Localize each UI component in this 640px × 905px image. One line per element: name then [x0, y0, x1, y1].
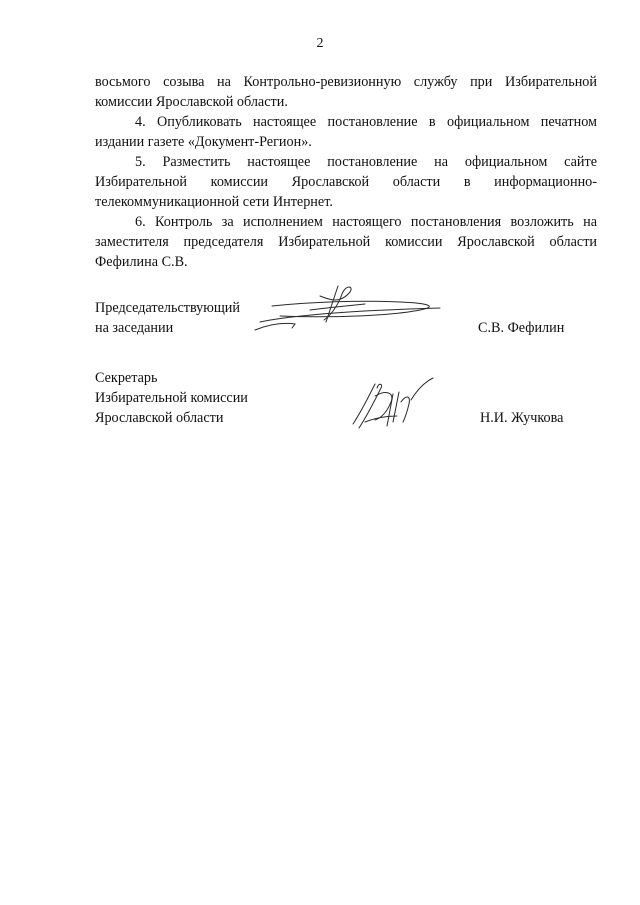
chair-signature [250, 282, 450, 340]
secretary-title [95, 368, 248, 428]
paragraph-4: 4. Опубликовать настоящее постановление в официальном печатном издании газете «Документ-Регион». [95, 114, 597, 150]
secretary-name: Н.И. Жучкова [480, 410, 564, 426]
paragraph-5: 5. Разместить настоящее постановление на официальном сайте Избирательной комиссии Ярославской области в информационно-телекоммуникационной сети Интернет. [95, 154, 597, 210]
page-number: 2 [316, 36, 324, 51]
secretary-title-line3: Ярославской области [95, 410, 224, 426]
paragraph-6: 6. Контроль за исполнением настоящего постановления возложить на заместителя председателя Избирательной комиссии Ярославской области Фефилина С.В. [95, 214, 597, 270]
chair-name: С.В. Фефилин [478, 320, 565, 336]
chair-title-line2: на заседании [95, 320, 174, 336]
document-body [95, 72, 597, 272]
chair-title [95, 298, 240, 338]
secretary-signature [345, 372, 445, 434]
secretary-title-line1: Секретарь [95, 370, 158, 386]
chair-title-line1: Председательствующий [95, 300, 240, 316]
secretary-title-line2: Избирательной комиссии [95, 390, 248, 406]
paragraph-continuation: восьмого созыва на Контрольно-ревизионную службу при Избирательной комиссии Ярославской области. [95, 74, 597, 110]
